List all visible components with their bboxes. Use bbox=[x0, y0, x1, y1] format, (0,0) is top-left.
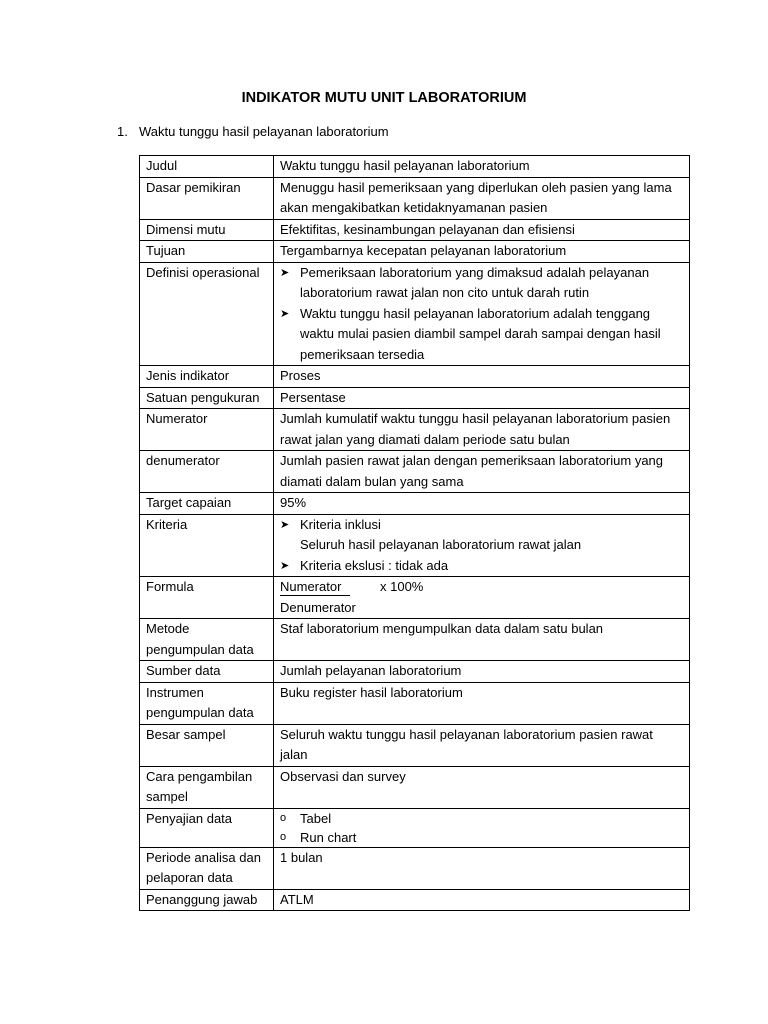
row-label-tujuan: Tujuan bbox=[140, 241, 274, 263]
list-item bbox=[280, 556, 683, 577]
formula-numerator: Numerator bbox=[280, 578, 350, 596]
row-value-instrumen: Buku register hasil laboratorium bbox=[274, 682, 690, 724]
list-item bbox=[280, 809, 683, 828]
kriteria-inklusi: Kriteria inklusi bbox=[300, 516, 381, 532]
indicator-table bbox=[139, 155, 690, 911]
row-label-instrumen: Instrumen pengumpulan data bbox=[140, 682, 274, 724]
kriteria-eksklusi: Kriteria ekslusi : tidak ada bbox=[300, 557, 449, 573]
table-row bbox=[140, 156, 690, 178]
row-label-judul: Judul bbox=[140, 156, 274, 178]
section-heading bbox=[117, 124, 389, 139]
row-value-kriteria bbox=[274, 514, 690, 577]
row-value-denumerator: Jumlah pasien rawat jalan dengan pemeriksaan laboratorium yang diamati dalam bulan yang sama bbox=[274, 451, 690, 493]
row-label-definisi: Definisi operasional bbox=[140, 262, 274, 366]
row-label-metode: Metode pengumpulan data bbox=[140, 619, 274, 661]
row-value-satuan: Persentase bbox=[274, 387, 690, 409]
table-row bbox=[140, 724, 690, 766]
formula-top-line bbox=[280, 577, 683, 598]
row-value-penanggung: ATLM bbox=[274, 889, 690, 911]
row-label-jenis: Jenis indikator bbox=[140, 366, 274, 388]
row-value-jenis: Proses bbox=[274, 366, 690, 388]
formula-denominator: Denumerator bbox=[280, 599, 356, 615]
row-value-formula bbox=[274, 577, 690, 619]
formula-multiplier: x 100% bbox=[380, 579, 424, 594]
table-row bbox=[140, 451, 690, 493]
row-value-dasar: Menuggu hasil pemeriksaan yang diperlukan oleh pasien yang lama akan mengakibatkan ketidaknyamanan pasien bbox=[274, 177, 690, 219]
table-row bbox=[140, 889, 690, 911]
row-label-periode: Periode analisa dan pelaporan data bbox=[140, 847, 274, 889]
arrow-bullet-icon: ➤ bbox=[280, 518, 290, 531]
section-number: 1. bbox=[117, 124, 128, 139]
list-item bbox=[280, 263, 683, 304]
row-label-penanggung: Penanggung jawab bbox=[140, 889, 274, 911]
row-label-kriteria: Kriteria bbox=[140, 514, 274, 577]
row-value-tujuan: Tergambarnya kecepatan pelayanan laboratorium bbox=[274, 241, 690, 263]
circle-bullet-icon: o bbox=[280, 811, 287, 824]
row-label-numerator: Numerator bbox=[140, 409, 274, 451]
row-label-besar: Besar sampel bbox=[140, 724, 274, 766]
list-item bbox=[280, 828, 683, 847]
circle-bullet-icon: o bbox=[280, 830, 287, 843]
arrow-bullet-icon: ➤ bbox=[280, 266, 290, 279]
row-value-sumber: Jumlah pelayanan laboratorium bbox=[274, 661, 690, 683]
table-row bbox=[140, 661, 690, 683]
row-value-metode: Staf laboratorium mengumpulkan data dalam satu bulan bbox=[274, 619, 690, 661]
table-row bbox=[140, 682, 690, 724]
table-row bbox=[140, 177, 690, 219]
table-row bbox=[140, 219, 690, 241]
list-item bbox=[280, 515, 683, 536]
table-row bbox=[140, 409, 690, 451]
row-value-target: 95% bbox=[274, 493, 690, 515]
row-label-denumerator: denumerator bbox=[140, 451, 274, 493]
row-value-cara: Observasi dan survey bbox=[274, 766, 690, 808]
row-label-dasar: Dasar pemikiran bbox=[140, 177, 274, 219]
penyajian-item-text: Tabel bbox=[300, 810, 332, 826]
table-row bbox=[140, 577, 690, 619]
row-label-formula: Formula bbox=[140, 577, 274, 619]
row-value-dimensi: Efektifitas, kesinambungan pelayanan dan efisiensi bbox=[274, 219, 690, 241]
arrow-bullet-icon: ➤ bbox=[280, 559, 290, 572]
row-label-penyajian: Penyajian data bbox=[140, 808, 274, 847]
table-row bbox=[140, 514, 690, 577]
table-row bbox=[140, 766, 690, 808]
table-row bbox=[140, 847, 690, 889]
arrow-bullet-icon: ➤ bbox=[280, 307, 290, 320]
table-row bbox=[140, 493, 690, 515]
row-value-periode: 1 bulan bbox=[274, 847, 690, 889]
row-label-dimensi: Dimensi mutu bbox=[140, 219, 274, 241]
row-value-judul: Waktu tunggu hasil pelayanan laboratorium bbox=[274, 156, 690, 178]
table-row bbox=[140, 262, 690, 366]
list-item bbox=[280, 304, 683, 366]
table-row bbox=[140, 619, 690, 661]
table-row bbox=[140, 808, 690, 847]
row-label-cara: Cara pengambilan sampel bbox=[140, 766, 274, 808]
row-value-besar: Seluruh waktu tunggu hasil pelayanan laboratorium pasien rawat jalan bbox=[274, 724, 690, 766]
row-label-satuan: Satuan pengukuran bbox=[140, 387, 274, 409]
document-title: INDIKATOR MUTU UNIT LABORATORIUM bbox=[241, 90, 527, 106]
kriteria-inklusi-detail: Seluruh hasil pelayanan laboratorium rawat jalan bbox=[300, 537, 582, 552]
definisi-item-text: Pemeriksaan laboratorium yang dimaksud adalah pelayanan laboratorium rawat jalan non cito untuk darah rutin bbox=[300, 264, 650, 300]
penyajian-item-text: Run chart bbox=[300, 829, 357, 845]
table-row bbox=[140, 366, 690, 388]
row-value-penyajian bbox=[274, 808, 690, 847]
table-row bbox=[140, 387, 690, 409]
row-label-sumber: Sumber data bbox=[140, 661, 274, 683]
section-heading-text: Waktu tunggu hasil pelayanan laboratorium bbox=[139, 124, 389, 139]
table-row bbox=[140, 241, 690, 263]
definisi-item-text: Waktu tunggu hasil pelayanan laboratorium adalah tenggang waktu mulai pasien diambil sampel darah sampai dengan hasil pemeriksaan tersedia bbox=[300, 305, 661, 362]
row-value-numerator: Jumlah kumulatif waktu tunggu hasil pelayanan laboratorium pasien rawat jalan yang diamati dalam periode satu bulan bbox=[274, 409, 690, 451]
row-label-target: Target capaian bbox=[140, 493, 274, 515]
row-value-definisi bbox=[274, 262, 690, 366]
